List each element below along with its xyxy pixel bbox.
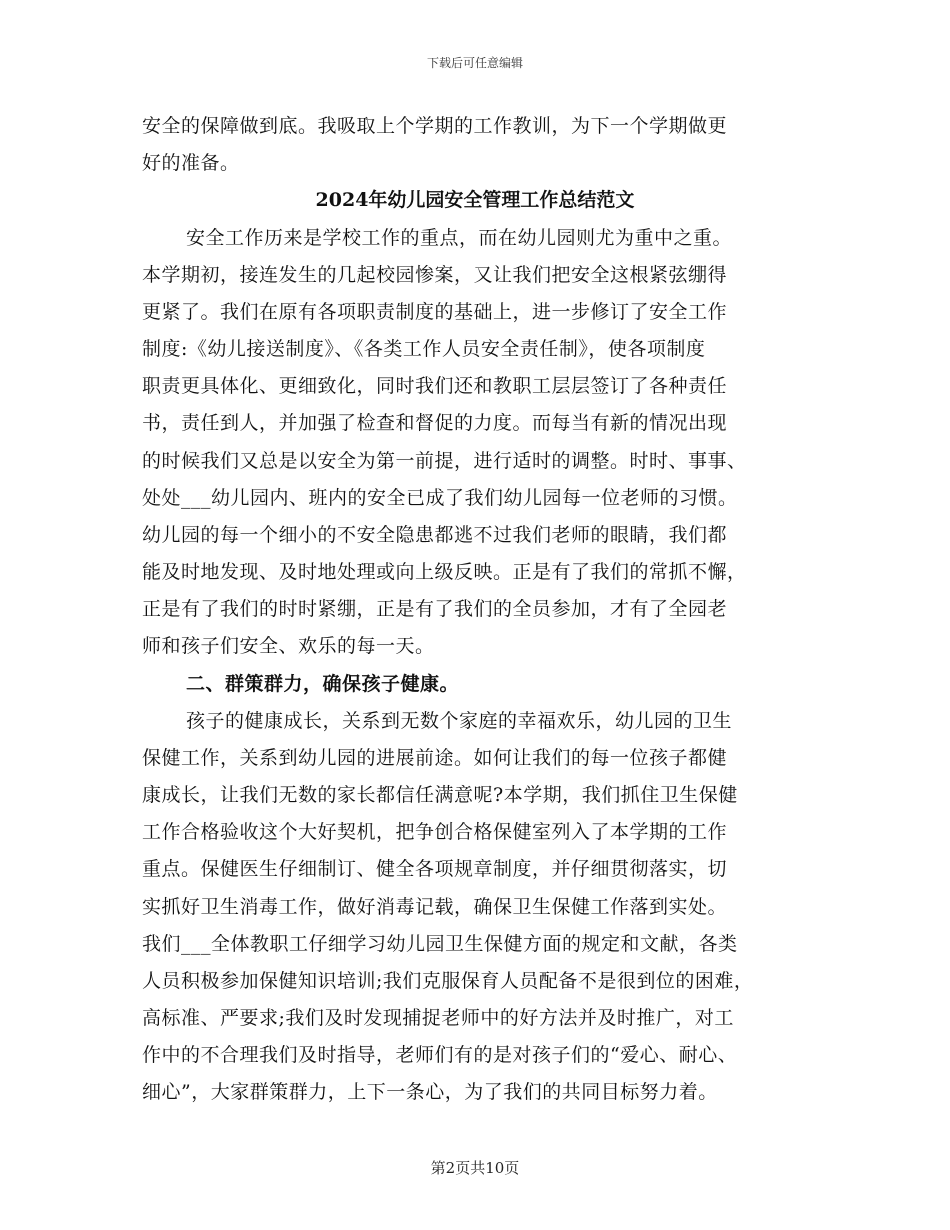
text-line: 处处___幼儿园内、班内的安全已成了我们幼儿园每一位老师的习惯。: [142, 487, 738, 509]
text-line: 高标准、严要求;我们及时发现捕捉老师中的好方法并及时推广，对工: [142, 1007, 734, 1029]
text-line: 安全工作历来是学校工作的重点，而在幼儿园则尤为重中之重。: [186, 227, 733, 249]
text-line: 保健工作，关系到幼儿园的进展前途。如何让我们的每一位孩子都健: [142, 747, 728, 769]
text-line: 孩子的健康成长，关系到无数个家庭的幸福欢乐，幼儿园的卫生: [186, 710, 733, 732]
text-line: 更紧了。我们在原有各项职责制度的基础上，进一步修订了安全工作: [142, 301, 728, 323]
text-line: 正是有了我们的时时紧绷，正是有了我们的全员参加，才有了全园老: [142, 598, 728, 620]
text-line: 工作合格验收这个大好契机，把争创合格保健室列入了本学期的工作: [142, 821, 728, 843]
section-heading: 二、群策群力，确保孩子健康。: [186, 673, 460, 695]
document-title: 2024年幼儿园安全管理工作总结范文: [315, 189, 635, 211]
text-line: 人员积极参加保健知识培训;我们克服保育人员配备不是很到位的困难，: [142, 970, 754, 992]
page-header: 下载后可任意编辑: [426, 56, 523, 70]
text-line: 康成长，让我们无数的家长都信任满意呢?本学期，我们抓住卫生保健: [142, 784, 738, 806]
text-line: 实抓好卫生消毒工作，做好消毒记载，确保卫生保健工作落到实处。: [142, 896, 728, 918]
text-line: 能及时地发现、及时地处理或向上级反映。正是有了我们的常抓不懈，: [142, 561, 747, 583]
text-line: 职责更具体化、更细致化，同时我们还和教职工层层签订了各种责任: [142, 375, 728, 397]
text-line: 制度:《幼儿接送制度》、《各类工作人员安全责任制》，使各项制度: [142, 338, 706, 360]
text-line: 细心”，大家群策群力，上下一条心，为了我们的共同目标努力着。: [142, 1081, 718, 1103]
page-number: 第2页共10页: [430, 1159, 520, 1177]
text-line: 书，责任到人，并加强了检查和督促的力度。而每当有新的情况出现: [142, 412, 728, 434]
text-line: 我们___全体教职工仔细学习幼儿园卫生保健方面的规定和文献，各类: [142, 933, 738, 955]
text-line: 作中的不合理我们及时指导，老师们有的是对孩子们的“爱心、耐心、: [142, 1044, 738, 1066]
text-line: 的时候我们又总是以安全为第一前提，进行适时的调整。时时、事事、: [142, 450, 747, 472]
text-line: 师和孩子们安全、欢乐的每一天。: [142, 635, 435, 657]
text-line: 好的准备。: [142, 152, 240, 174]
text-line: 幼儿园的每一个细小的不安全隐患都逃不过我们老师的眼睛，我们都: [142, 524, 728, 546]
text-line: 重点。保健医生仔细制订、健全各项规章制度，并仔细贯彻落实，切: [142, 858, 728, 880]
text-line: 安全的保障做到底。我吸取上个学期的工作教训，为下一个学期做更: [142, 115, 728, 137]
text-line: 本学期初，接连发生的几起校园惨案，又让我们把安全这根紧弦绷得: [142, 264, 728, 286]
